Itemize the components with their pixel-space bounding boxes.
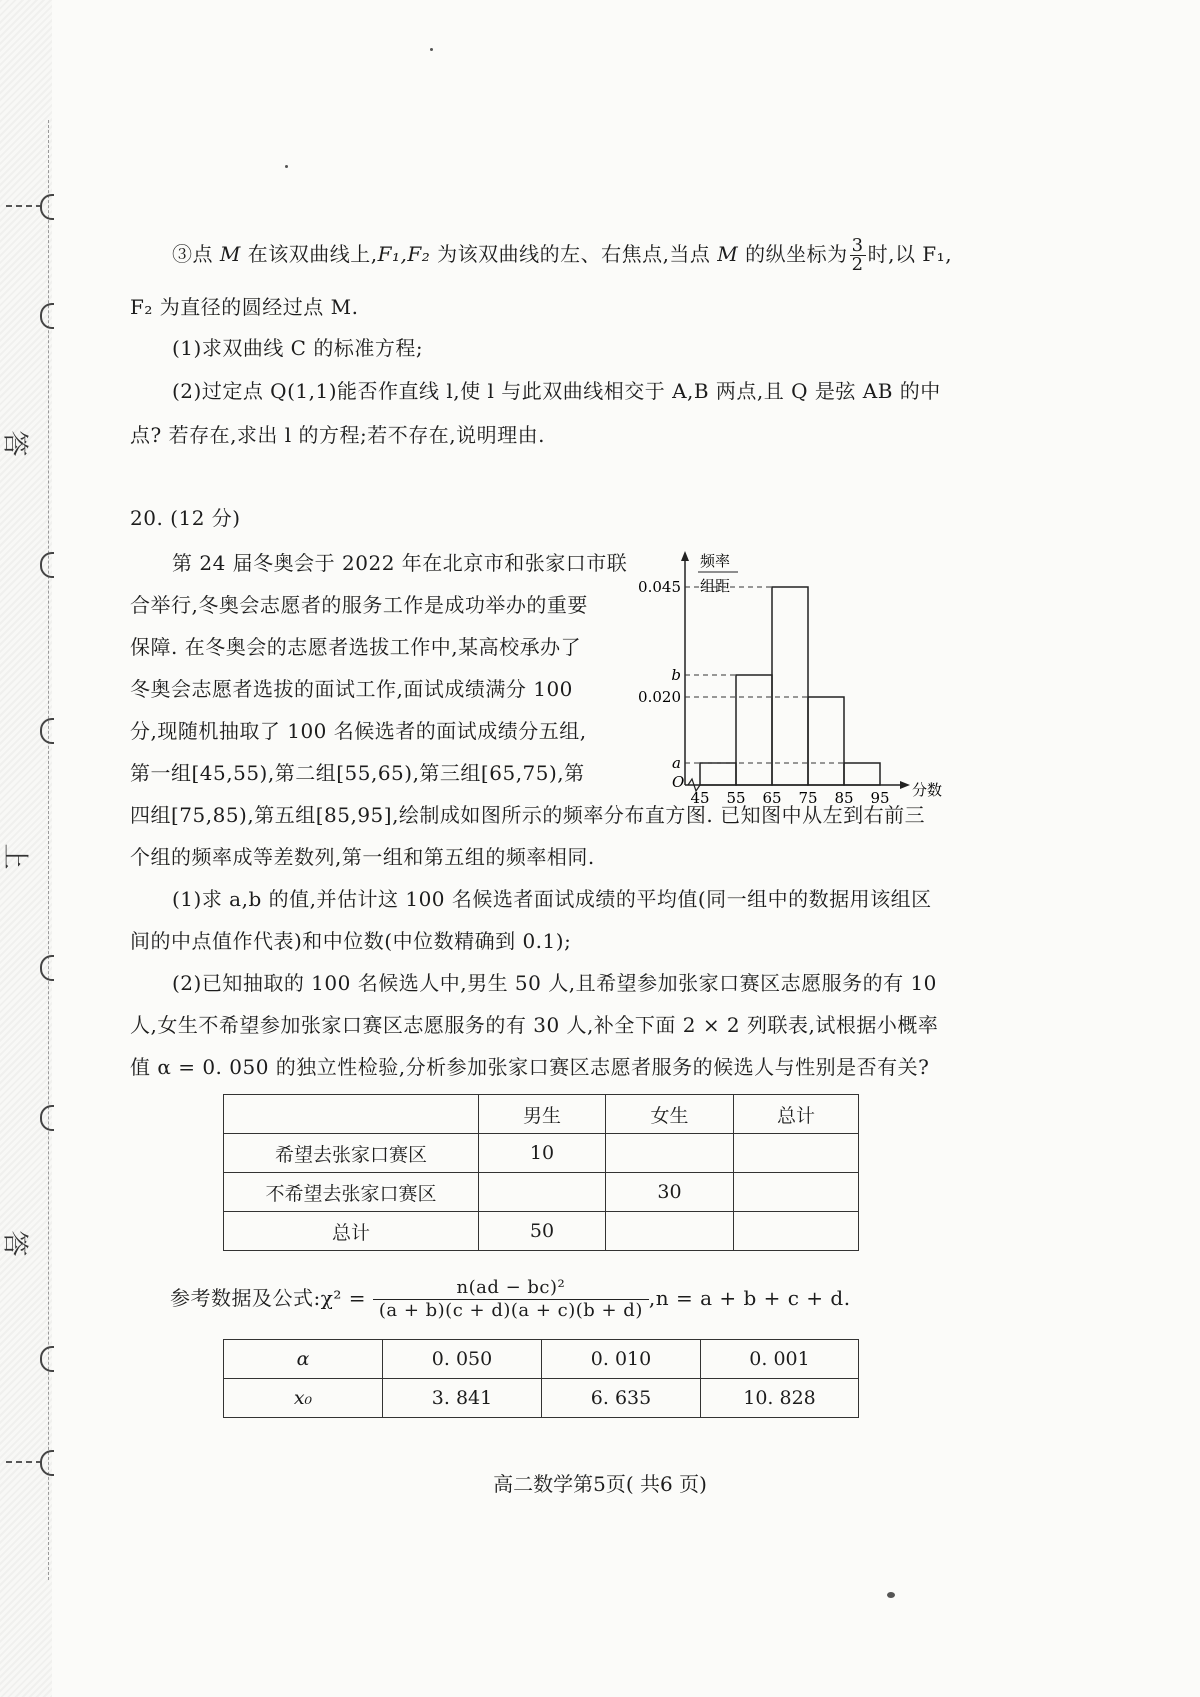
x-tick-label: 65	[762, 789, 782, 805]
y-axis-label-bottom: 组距	[700, 577, 731, 595]
y-axis-label-top: 频率	[700, 552, 731, 570]
y-tick-label: a	[672, 754, 681, 772]
table-cell	[606, 1212, 734, 1251]
table-row	[224, 1212, 859, 1251]
table-cell: α	[224, 1340, 383, 1379]
histogram-bar	[808, 697, 844, 785]
table-cell: 50	[479, 1212, 606, 1251]
q20-para-line: 第一组[45,55),第二组[55,65),第三组[65,75),第	[130, 761, 585, 785]
histogram-bar	[772, 587, 808, 785]
histogram-bar	[736, 675, 772, 785]
q20-header: 20. (12 分)	[130, 506, 241, 530]
table-row	[224, 1095, 859, 1134]
histogram-bar	[844, 763, 880, 785]
x-tick-label: 75	[798, 789, 818, 805]
binding-mark: 上	[0, 843, 30, 870]
q20-para-line: 合举行,冬奥会志愿者的服务工作是成功举办的重要	[130, 593, 588, 617]
q19-condition-3: ③点 M 在该双曲线上,F₁,F₂ 为该双曲线的左、右焦点,当点 M 的纵坐标为 $\frac{3}{2}$ 时,以 F₁,	[172, 235, 953, 275]
table-cell: 总计	[224, 1212, 479, 1251]
binding-mark: 答	[0, 430, 30, 457]
q20-part1-line: 间的中点值作代表)和中位数(中位数精确到 0.1);	[130, 929, 572, 953]
table-cell	[224, 1095, 479, 1134]
formula-fraction: $\frac{\text{n(ad − bc)²}}{(a + b)(c + d)(a + c)(b + d)}$	[373, 1277, 649, 1322]
x-tick-label: 55	[726, 789, 746, 805]
origin-label: O	[672, 773, 685, 791]
y-tick-label: 0.045	[638, 578, 681, 596]
x-ticks-group	[690, 789, 889, 805]
q20-para-line: 冬奥会志愿者选拔的面试工作,面试成绩满分 100	[130, 677, 573, 701]
cut-line-dash	[6, 1461, 42, 1463]
table-header: 总计	[734, 1095, 859, 1134]
table-cell: 30	[606, 1173, 734, 1212]
histogram-bar	[700, 763, 736, 785]
table-cell: 不希望去张家口赛区	[224, 1173, 479, 1212]
chi-square-formula: 参考数据及公式:χ² = $\frac{\text{n(ad − bc)²}}{(a + b)(c + d)(a + c)(b + d)}$ ,n = a + b + c + d.	[170, 1277, 851, 1321]
q20-part2-line: 人,女生不希望参加张家口赛区志愿服务的有 30 人,补全下面 2 × 2 列联表,试根据小概率	[130, 1013, 939, 1037]
q20-para-line: 第 24 届冬奥会于 2022 年在北京市和张家口市联	[172, 551, 628, 575]
x-axis-arrow	[900, 781, 910, 789]
table-cell: 10. 828	[701, 1379, 859, 1418]
table-cell	[479, 1173, 606, 1212]
table-row	[224, 1134, 859, 1173]
bars-group	[700, 587, 880, 785]
table-cell	[606, 1134, 734, 1173]
table-cell: 0. 001	[701, 1340, 859, 1379]
table-cell	[734, 1134, 859, 1173]
x-tick-label: 95	[870, 789, 890, 805]
table-cell: x₀	[224, 1379, 383, 1418]
binding-mark: 答	[0, 1230, 30, 1257]
y-tick-label: 0.020	[638, 688, 681, 706]
frequency-histogram	[630, 545, 960, 805]
q20-para-line: 四组[75,85),第五组[85,95],绘制成如图所示的频率分布直方图. 已知图中从左到右前三	[130, 803, 926, 827]
q19-condition-3-cont: F₂ 为直径的圆经过点 M.	[130, 295, 359, 319]
table-cell: 10	[479, 1134, 606, 1173]
table-cell: 0. 050	[383, 1340, 542, 1379]
critical-value-table	[223, 1339, 859, 1418]
table-cell: 3. 841	[383, 1379, 542, 1418]
table-header: 女生	[606, 1095, 734, 1134]
q20-para-line: 分,现随机抽取了 100 名候选者的面试成绩分五组,	[130, 719, 587, 743]
table-row	[224, 1340, 859, 1379]
q20-para-line: 保障. 在冬奥会的志愿者选拔工作中,某高校承办了	[130, 635, 582, 659]
table-cell: 6. 635	[542, 1379, 701, 1418]
y-tick-label: b	[671, 666, 681, 684]
x-axis-label: 分数	[912, 781, 943, 799]
x-tick-label: 85	[834, 789, 854, 805]
table-cell	[734, 1212, 859, 1251]
x-tick-label: 45	[690, 789, 710, 805]
scan-speck	[887, 1592, 895, 1598]
q20-part2-line: 值 α = 0. 050 的独立性检验,分析参加张家口赛区志愿者服务的候选人与性别是否有关?	[130, 1055, 930, 1079]
q19-part1: (1)求双曲线 C 的标准方程;	[172, 336, 424, 360]
y-axis-arrow	[681, 551, 689, 561]
cut-line-dash	[6, 205, 42, 207]
table-cell: 希望去张家口赛区	[224, 1134, 479, 1173]
contingency-table	[223, 1094, 859, 1251]
table-cell	[734, 1173, 859, 1212]
scan-speck	[430, 48, 433, 51]
scan-speck	[285, 165, 288, 168]
table-header: 男生	[479, 1095, 606, 1134]
page-footer: 高二数学第5页( 共6 页)	[493, 1472, 707, 1496]
table-cell: 0. 010	[542, 1340, 701, 1379]
q20-part2-line: (2)已知抽取的 100 名候选人中,男生 50 人,且希望参加张家口赛区志愿服务的有 10	[172, 971, 937, 995]
q20-part1-line: (1)求 a,b 的值,并估计这 100 名候选者面试成绩的平均值(同一组中的数据用该组区	[172, 887, 932, 911]
q19-part2-line1: (2)过定点 Q(1,1)能否作直线 l,使 l 与此双曲线相交于 A,B 两点,且 Q 是弦 AB 的中	[172, 379, 941, 403]
q20-para-line: 个组的频率成等差数列,第一组和第五组的频率相同.	[130, 845, 595, 869]
fraction: $\frac{3}{2}$	[851, 235, 864, 275]
table-row	[224, 1173, 859, 1212]
table-row	[224, 1379, 859, 1418]
q19-part2-line2: 点? 若存在,求出 l 的方程;若不存在,说明理由.	[130, 423, 546, 447]
